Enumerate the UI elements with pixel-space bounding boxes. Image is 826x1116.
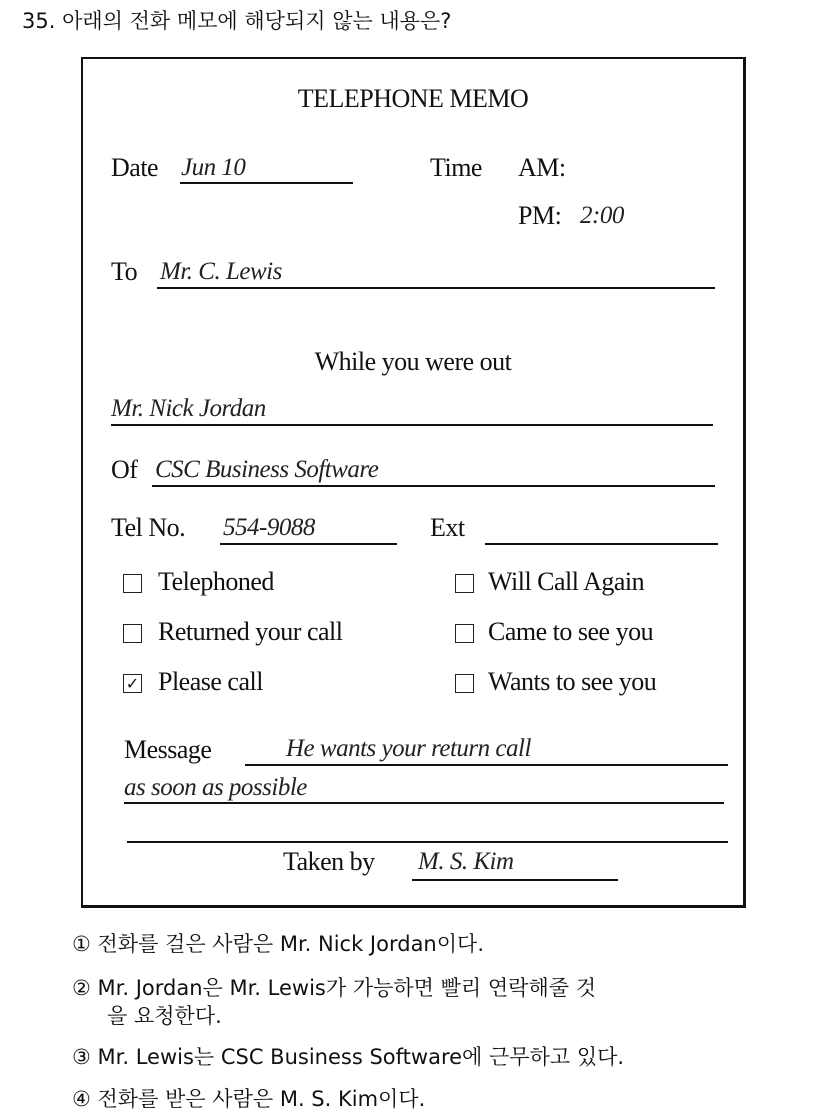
checkmark-icon: ✓ [125, 674, 140, 693]
tel-value: 554-9088 [223, 514, 315, 541]
to-underline [157, 287, 715, 289]
message-label: Message [124, 735, 212, 764]
checkbox-label: Please call [158, 667, 263, 696]
message-underline-1 [245, 764, 728, 766]
date-value: Jun 10 [181, 154, 246, 181]
of-value: CSC Business Software [155, 456, 379, 483]
checkbox-label: Came to see you [488, 617, 654, 646]
option-1[interactable] [72, 934, 484, 955]
option-number: ② [72, 976, 91, 1000]
tel-label: Tel No. [111, 513, 186, 542]
time-label: Time [430, 153, 482, 182]
option-number: ④ [72, 1087, 91, 1111]
checkbox-telephoned[interactable] [123, 574, 142, 593]
option-number: ③ [72, 1045, 91, 1069]
ext-underline [485, 543, 718, 545]
checkbox-label: Will Call Again [488, 567, 645, 596]
to-value: Mr. C. Lewis [160, 258, 282, 285]
option-text: 전화를 받은 사람은 M. S. Kim이다. [97, 1087, 426, 1111]
checkbox-came-to-see[interactable] [455, 624, 474, 643]
taken-by-label: Taken by [283, 847, 375, 876]
tel-underline [220, 543, 397, 545]
of-underline [152, 485, 715, 487]
checkbox-will-call-again[interactable] [455, 574, 474, 593]
taken-by-value: M. S. Kim [418, 848, 514, 875]
to-label: To [111, 257, 138, 286]
option-text: Mr. Jordan은 Mr. Lewis가 가능하면 빨리 연락해줄 것 [97, 976, 596, 1000]
question-title: 35. 아래의 전화 메모에 해당되지 않는 내용은? [22, 9, 452, 33]
date-label: Date [111, 153, 159, 182]
caller-name: Mr. Nick Jordan [111, 395, 266, 422]
option-2-continued: 을 요청한다. [107, 1004, 222, 1028]
message-underline-2 [124, 802, 724, 804]
option-text: Mr. Lewis는 CSC Business Software에 근무하고 있다. [97, 1045, 625, 1069]
message-line-2: as soon as possible [124, 774, 307, 801]
option-4[interactable] [72, 1089, 425, 1110]
pm-value: 2:00 [580, 202, 624, 229]
option-text: 전화를 걸은 사람은 Mr. Nick Jordan이다. [97, 932, 484, 956]
checkbox-please-call[interactable] [123, 674, 142, 693]
of-label: Of [111, 455, 138, 484]
option-2[interactable] [72, 978, 596, 999]
ext-label: Ext [430, 513, 465, 542]
message-underline-3 [127, 841, 728, 843]
pm-label: PM: [518, 201, 562, 230]
taken-by-underline [412, 879, 618, 881]
checkbox-label: Wants to see you [488, 667, 657, 696]
while-you-were-out: While you were out [314, 347, 512, 376]
checkbox-wants-to-see[interactable] [455, 674, 474, 693]
am-label: AM: [518, 153, 566, 182]
date-underline [180, 182, 353, 184]
checkbox-label: Telephoned [158, 567, 274, 596]
message-line-1: He wants your return call [286, 735, 531, 762]
option-number: ① [72, 932, 91, 956]
option-3[interactable] [72, 1047, 624, 1068]
memo-title: TELEPHONE MEMO [297, 84, 529, 113]
checkbox-label: Returned your call [158, 617, 343, 646]
checkbox-returned-call[interactable] [123, 624, 142, 643]
caller-underline [111, 424, 713, 426]
